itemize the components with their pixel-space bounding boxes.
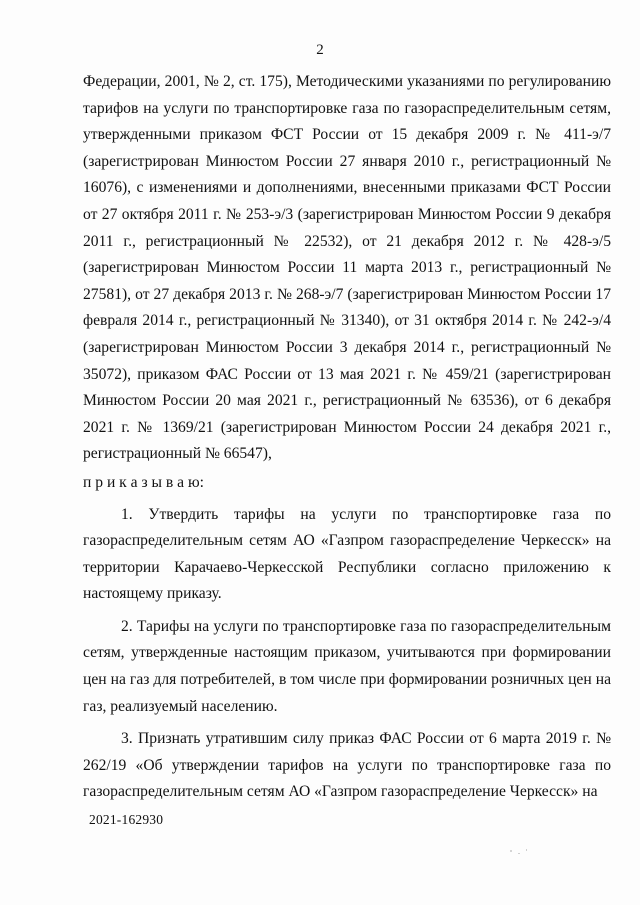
document-id-stamp: 2021-162930 [89, 812, 164, 827]
item-2-paragraph: 2. Тарифы на услуги по транспортировке газа по газораспределительным сетям, утвержденные настоящим приказом, учитываются при формировании цен на газ для потребителей, в том числе при формировании розничных цен на газ, реализуемый населению. [83, 617, 611, 715]
scan-artifact [510, 850, 512, 852]
legal-basis-paragraph: Федерации, 2001, № 2, ст. 175), Методическими указаниями по регулированию тарифов на услуги по транспортировке газа по газораспределительным сетям, утвержденными приказом ФСТ России от 15 декабря 2009 г. № 411-э/7 (зарегистрирован Минюстом России 27 января 2010 г., регистрационный № 16076), с изменениями и дополнениями, внесенными приказами ФСТ России от 27 октября 2011 г. № 253-э/3 (зарегистрирован Минюстом России 9 декабря 2011 г., регистрационный № 22532), от 21 декабря 2012 г. № 428-э/5 (зарегистрирован Минюстом России 11 марта 2013 г., регистрационный № 27581), от 27 декабря 2013 г. № 268-э/7 (зарегистрирован Минюстом России 17 февраля 2014 г., регистрационный № 31340), от 31 октября 2014 г. № 242-э/4 (зарегистрирован Минюстом России 3 декабря 2014 г., регистрационный № 35072), приказом ФАС России от 13 мая 2021 г. № 459/21 (зарегистрирован Минюстом России 20 мая 2021 г., регистрационный № 63536), от 6 декабря 2021 г. № 1369/21 (зарегистрирован Минюстом России 24 декабря 2021 г., регистрационный № 66547), [83, 73, 611, 463]
scan-artifact [526, 849, 527, 851]
document-body [83, 69, 611, 806]
item-3-paragraph: 3. Признать утратившим силу приказ ФАС России от 6 марта 2019 г. № 262/19 «Об утверждении тарифов на услуги по транспортировке газа по газораспределительным сетям АО «Газпром газораспределение Черкесск» на [83, 730, 611, 801]
order-word: п р и к а з ы в а ю: [83, 473, 204, 491]
scan-artifact [518, 853, 520, 854]
page-number: 2 [316, 42, 324, 58]
item-1-paragraph: 1. Утвердить тарифы на услуги по транспортировке газа по газораспределительным сетям АО «Газпром газораспределение Черкесск» на территории Карачаево-Черкесской Республики согласно приложению к настоящему приказу. [83, 505, 611, 603]
